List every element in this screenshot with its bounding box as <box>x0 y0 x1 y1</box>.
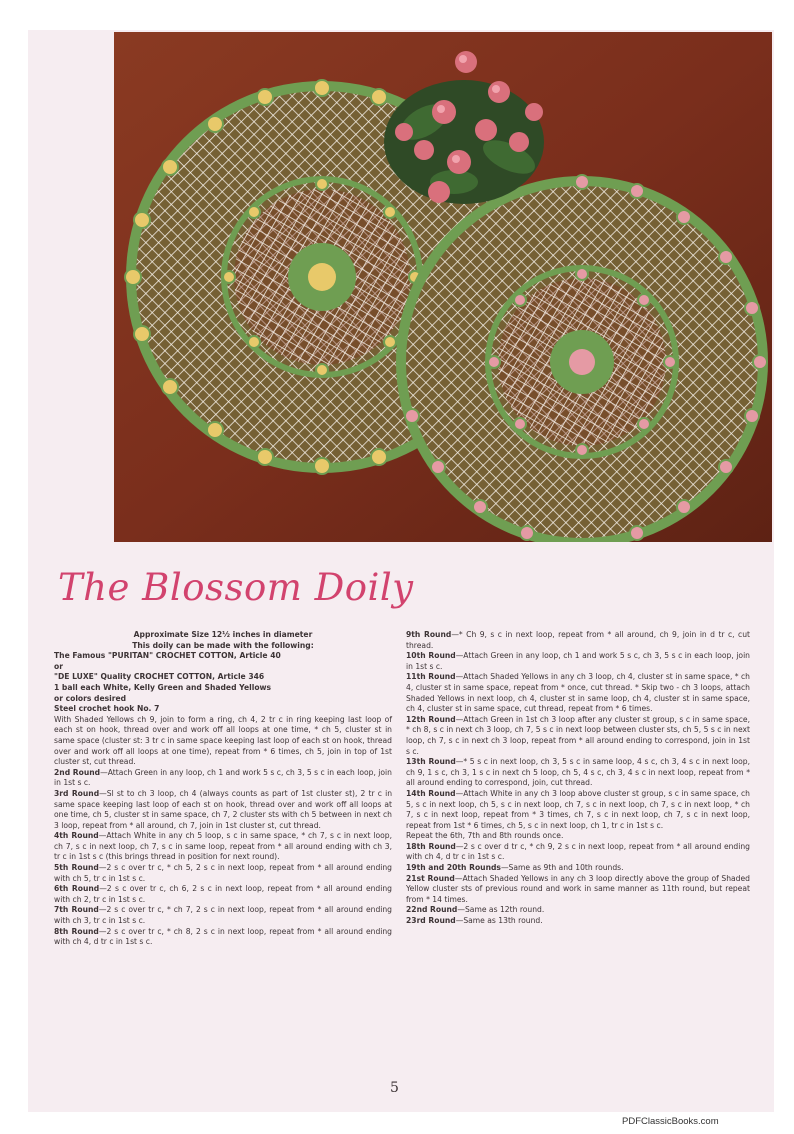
round-text: —Attach Green in 1st ch 3 loop after any cluster st group, s c in same space, * ch 8, s c in next ch 3 loop, ch 7, 5 s c in next loop between cluster sts, ch 5, 5 s c in next loop, ch 7, s c in next ch 3 loop, repeat from * all around ending to correspond, join in 1st s c. <box>406 714 750 756</box>
round-label: 4th Round <box>54 831 99 841</box>
round-paragraph <box>54 927 392 948</box>
round-paragraph <box>406 831 750 842</box>
round-label: 14th Round <box>406 788 456 798</box>
round-paragraph <box>406 905 750 916</box>
round-text: —Same as 13th round. <box>455 916 543 926</box>
round-label: 10th Round <box>406 651 456 661</box>
round-paragraph <box>406 863 750 874</box>
round-text: —Sl st to ch 3 loop, ch 4 (always counts as part of 1st cluster st), 2 tr c in same space keeping last loop of each st on hook, thread over and work off all loops at one time, ch 5, cluster st in same space, ch 7, 2 cluster sts with ch 5 between in next ch 3 loop, repeat from * all around, ch 7, join in 1st cluster st, cut thread. <box>54 788 393 830</box>
colors-line: or colors desired <box>54 693 127 703</box>
round-paragraph <box>406 789 750 831</box>
round-paragraph <box>406 672 750 714</box>
pattern-title: The Blossom Doily <box>58 566 414 609</box>
balls-line: 1 ball each White, Kelly Green and Shaded Yellows <box>54 682 272 692</box>
round-label: 8th Round <box>54 926 99 936</box>
round-paragraph <box>406 715 750 757</box>
round-text: —Same as 12th round. <box>457 905 545 915</box>
round-paragraph <box>54 905 392 926</box>
size-line: Approximate Size 12½ inches in diameter <box>133 630 313 639</box>
round-label: 22nd Round <box>406 905 458 915</box>
round-text: —2 s c over d tr c, * ch 9, 2 s c in next loop, repeat from * all around ending with ch 4, d tr c in 1st s c. <box>406 841 750 862</box>
right-doily <box>396 176 768 542</box>
round-label: 18th Round <box>406 841 456 851</box>
round-label: 12th Round <box>406 714 456 724</box>
round-text: Repeat the 6th, 7th and 8th rounds once. <box>406 831 564 841</box>
round-label: 3rd Round <box>54 788 100 798</box>
round-label: 2nd Round <box>54 767 101 777</box>
round-text: —Same as 9th and 10th rounds. <box>500 863 624 873</box>
round-label: 11th Round <box>406 672 456 682</box>
or-line: or <box>54 661 63 671</box>
instructions-left-column <box>54 630 392 948</box>
round-label: 23rd Round <box>406 916 456 926</box>
round-text: —Attach Green in any loop, ch 1 and work 5 s c, ch 3, 5 s c in each loop, join in 1st s c. <box>406 651 750 671</box>
round-label: 21st Round <box>406 873 455 883</box>
round-paragraph <box>406 630 750 651</box>
round-paragraph <box>54 863 392 884</box>
round-label: 6th Round <box>54 884 100 894</box>
watermark: PDFClassicBooks.com <box>622 1116 719 1127</box>
round-paragraph <box>406 651 750 672</box>
round-paragraph <box>406 874 750 906</box>
round-label: 19th and 20th Rounds <box>406 863 501 873</box>
round-text: —2 s c over tr c, ch 6, 2 s c in next loop, repeat from * all around ending with ch 2, tr c in 1st s c. <box>54 884 392 904</box>
round-paragraph <box>406 916 750 927</box>
round-text: —2 s c over tr c, * ch 7, 2 s c in next loop, repeat from * all around ending with ch 3, tr c in 1st s c. <box>54 905 393 926</box>
round-text: —* 5 s c in next loop, ch 3, 5 s c in same loop, 4 s c, ch 3, 4 s c in next loop, ch 9, 1 s c, ch 3, 1 s c in next ch 5 loop, ch 5, 4 s c, ch 3, 4 s c in next loop, repeat from * all around ending to correspond, join, cut thread. <box>406 757 751 788</box>
round-text: —Attach White in any ch 5 loop, s c in same space, * ch 7, s c in next loop, ch 7, s c in next loop, ch 7, s c in same loop, repeat from * all around ending with ch 3, tr c in 1st s c (this brings thread in position for next round). <box>54 831 393 862</box>
magazine-page <box>28 30 774 1112</box>
hook-line: Steel crochet hook No. 7 <box>54 704 160 714</box>
round-text: —Attach White in any ch 3 loop above cluster st group, s c in same space, ch 5, s c in next loop, ch 5, s c in next loop, ch 7, s c in next loop, ch 7, s c in next loop, * ch 7, s c in next loop, repeat from * 3 times, ch 7, s c in next loop, ch 7, s c in next loop, repeat from 1st * 6 times, ch 5, s c in next loop, ch 1, tr c in 1st s c. <box>406 788 750 830</box>
doily-photo <box>114 32 772 542</box>
round-text: —2 s c over tr c, * ch 8, 2 s c in next loop, repeat from * all around ending with ch 4, d tr c in 1st s c. <box>54 926 393 947</box>
round-text: —Attach Green in any loop, ch 1 and work 5 s c, ch 3, 5 s c in each loop, join in 1st s c. <box>54 767 392 788</box>
round-label: 5th Round <box>54 863 99 873</box>
doily-photo-illustration <box>114 32 772 542</box>
round-paragraph <box>54 831 392 863</box>
round-paragraph <box>406 757 750 789</box>
round-paragraph <box>54 715 392 768</box>
puritan-line: The Famous "PURITAN" CROCHET COTTON, Article 40 <box>54 651 281 661</box>
round-paragraph <box>406 842 750 863</box>
round-text: —Attach Shaded Yellows in any ch 3 loop directly above the group of Shaded Yellow cluster sts of previous round and work in same manner as 11th round, but repeat from * 14 times. <box>406 873 750 904</box>
page-number: 5 <box>390 1080 399 1096</box>
made-with-line: This doily can be made with the following: <box>132 640 314 650</box>
deluxe-line: "DE LUXE" Quality CROCHET COTTON, Article 346 <box>54 672 265 682</box>
round-text: —Attach Shaded Yellows in any ch 3 loop, ch 4, cluster st in same space, * ch 4, cluster st in same space, repeat from * once, cut thread. * Skip two - ch 3 loops, attach Shaded Yellows in next loop, ch 4, cluster st in same loop, ch 4, cluster st in same space, ch 4, cluster st in same space, cut thread, repeat from * 6 times. <box>406 672 750 714</box>
round-label: 7th Round <box>54 905 99 915</box>
round-label: 9th Round <box>406 630 452 639</box>
round-label: 13th Round <box>406 757 456 767</box>
round-text: —* Ch 9, s c in next loop, repeat from * all around, ch 9, join in d tr c, cut thread. <box>406 630 750 650</box>
round-paragraph <box>54 884 392 905</box>
round-text: With Shaded Yellows ch 9, join to form a ring, ch 4, 2 tr c in ring keeping last loop of each st on hook, thread over and work off all loops at one time, * ch 5, cluster st in same space (cluster st: 3 tr c in same space keeping last loop of each st on hook, thread over and work off all loops at one time), repeat from * 6 times, ch 5, join in top of 1st cluster st, cut thread. <box>54 714 392 767</box>
round-paragraph <box>54 768 392 789</box>
round-paragraph <box>54 789 392 831</box>
round-text: —2 s c over tr c, * ch 5, 2 s c in next loop, repeat from * all around ending with ch 5, tr c in 1st s c. <box>54 863 393 883</box>
instructions-right-column <box>406 630 750 927</box>
